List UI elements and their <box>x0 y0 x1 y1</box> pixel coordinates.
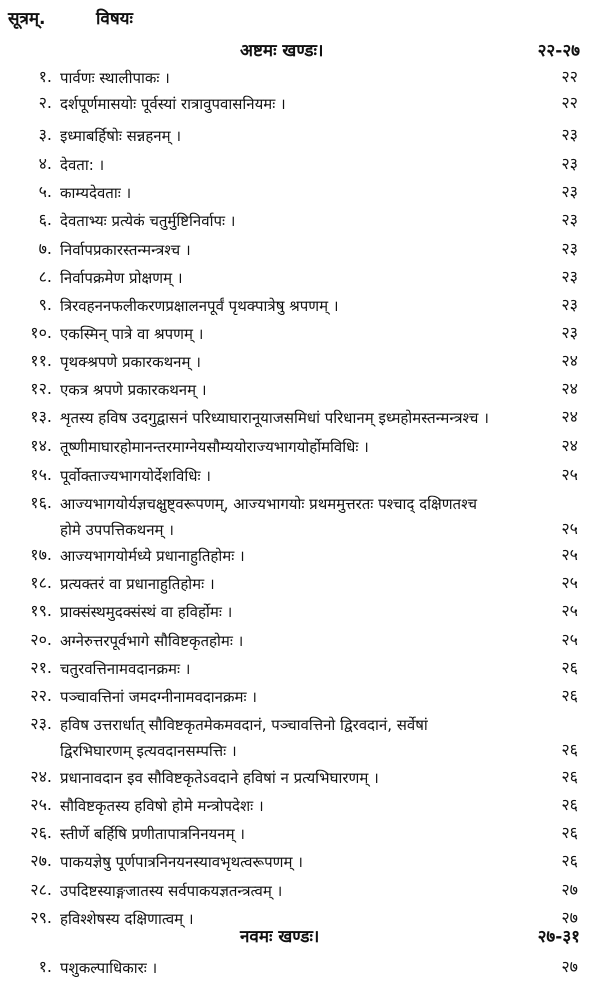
entry-title <box>60 463 550 489</box>
toc-entry <box>0 88 600 116</box>
toc-entry <box>0 262 600 290</box>
entry-number: ११. <box>30 351 52 370</box>
entry-title-line: एकत्र श्रपणे प्रकारकथनम् । <box>60 381 207 399</box>
entry-number: २६. <box>30 823 52 842</box>
entry-title-line: स्तीर्णे बर्हिषि प्रणीतापात्रनिनयनम् । <box>60 825 245 843</box>
entry-number: २५. <box>30 795 52 814</box>
entry-title <box>60 684 550 710</box>
entry-number: ४. <box>38 154 52 173</box>
entry-title-line: आज्यभागयोर्मध्ये प्रधानाहुतिहोमः । <box>60 547 245 565</box>
toc-entry <box>0 488 600 542</box>
entry-number: ५. <box>38 182 52 201</box>
toc-entry <box>0 318 600 346</box>
entry-page-number: २७ <box>561 880 578 899</box>
entry-number: २४. <box>30 767 52 786</box>
entry-number: १३. <box>30 407 52 426</box>
entry-title-line: प्रत्यक्तरं वा प्रधानाहुतिहोमः । <box>60 575 215 593</box>
entry-number: १०. <box>30 323 52 342</box>
entry-title <box>60 571 550 597</box>
section-title: नवमः खण्डः। <box>240 927 320 947</box>
entry-page-number: २५ <box>561 601 578 620</box>
entry-title <box>60 152 550 178</box>
entry-number: १५. <box>30 465 52 484</box>
section-page-range: २२-२७ <box>537 41 580 61</box>
entry-title-line: इध्माबर्हिषोः सन्नहनम् । <box>60 127 182 145</box>
toc-entry <box>0 846 600 874</box>
toc-entry <box>0 402 600 430</box>
entry-title <box>60 849 550 875</box>
entry-page-number: २३ <box>561 267 578 286</box>
section-title: अष्टमः खण्डः। <box>240 41 324 61</box>
entry-page-number: २३ <box>561 182 578 201</box>
toc-entry <box>0 149 600 177</box>
entry-title <box>60 208 550 234</box>
section-heading <box>0 36 600 62</box>
entry-number: २७. <box>30 851 52 870</box>
entry-number: १. <box>38 67 52 86</box>
toc-entry <box>0 653 600 681</box>
entry-title-line: होमे उपपत्तिकथनम् । <box>60 521 174 539</box>
entry-page-number: २६ <box>561 823 578 842</box>
toc-entry <box>0 952 600 980</box>
entry-number: १२. <box>30 379 52 398</box>
toc-entry <box>0 540 600 568</box>
entry-title-line: निर्वापक्रमेण प्रोक्षणम् । <box>60 269 183 287</box>
entry-page-number: २७ <box>561 957 578 976</box>
entry-title-line: देवता: । <box>60 156 105 174</box>
entry-title <box>60 237 550 263</box>
entry-page-number: २३ <box>561 210 578 229</box>
entry-title-line: पार्वणः स्थालीपाकः । <box>60 69 170 87</box>
entry-title <box>60 293 550 319</box>
contents-header <box>0 4 600 30</box>
toc-entry <box>0 205 600 233</box>
entry-number: ९. <box>38 295 52 314</box>
entry-title-line: सौविष्टकृतस्य हविषो होमे मन्त्रोपदेशः । <box>60 797 264 815</box>
entry-title <box>60 821 550 847</box>
entry-number: २२. <box>30 686 52 705</box>
entry-title-line: दर्शपूर्णमासयोः पूर्वस्यां रात्रावुपवासनियमः । <box>60 95 286 113</box>
toc-entry <box>0 681 600 709</box>
entry-number: ८. <box>38 267 52 286</box>
col-header-vishaya: विषयः <box>96 9 133 29</box>
entry-page-number: २५ <box>561 519 578 538</box>
toc-entry <box>0 568 600 596</box>
entry-page-number: २४ <box>561 351 578 370</box>
entry-title <box>60 349 550 375</box>
entry-page-number: २५ <box>561 573 578 592</box>
entry-page-number: २२ <box>561 93 578 112</box>
entry-page-number: २६ <box>561 767 578 786</box>
entry-title-line: पाकयज्ञेषु पूर्णपात्रनिनयनस्यावभृथत्वरूपणम् । <box>60 853 303 871</box>
col-header-sutra: सूत्रम्. <box>8 9 46 29</box>
entry-title-line: प्राक्संस्थमुदक्संस्थं वा हविर्होमः । <box>60 603 233 621</box>
entry-page-number: २३ <box>561 295 578 314</box>
entry-page-number: २३ <box>561 125 578 144</box>
entry-page-number: २६ <box>561 795 578 814</box>
entry-number: १९. <box>30 601 52 620</box>
entry-title <box>60 377 550 403</box>
entry-title <box>60 123 550 149</box>
entry-title <box>60 599 550 625</box>
entry-number: २३. <box>30 714 52 733</box>
entry-number: १७. <box>30 545 52 564</box>
entry-number: १४. <box>30 436 52 455</box>
entry-title-line: चतुरवत्तिनामवदानक्रमः । <box>60 660 191 678</box>
entry-title-line: पशुकल्पाधिकारः । <box>60 959 158 977</box>
entry-title-line: काम्यदेवताः । <box>60 184 132 202</box>
entry-number: २०. <box>30 630 52 649</box>
entry-title-line: पृथक्श्रपणे प्रकारकथनम् । <box>60 353 201 371</box>
entry-number: २. <box>38 93 52 112</box>
entry-page-number: २३ <box>561 323 578 342</box>
section-page-range: २७-३१ <box>537 927 580 947</box>
toc-entry <box>0 62 600 90</box>
entry-title-line: देवताभ्यः प्रत्येकं चतुर्मुष्टिनिर्वापः । <box>60 212 236 230</box>
entry-title-line: हविष उत्तरार्धात् सौविष्टकृतमेकमवदानं, पञ्चावत्तिनो द्विरवदानं, सर्वेषां <box>60 716 428 734</box>
entry-title-line: शृतस्य हविष उदगुद्वासनं परिध्याघारानूयाजसमिधां परिधानम् इध्महोमस्तन्मन्त्रश्च । <box>60 409 489 427</box>
entry-page-number: २६ <box>561 658 578 677</box>
toc-entry <box>0 596 600 624</box>
entry-title-line: तूष्णीमाघारहोमानन्तरमाग्नेयसौम्ययोराज्यभागयोर्होमविधिः । <box>60 438 369 456</box>
entry-title-line: पूर्वोक्ताज्यभागयोर्देशविधिः । <box>60 467 211 485</box>
entry-title-line: अग्नेरुत्तरपूर्वभागे सौविष्टकृतहोमः । <box>60 632 244 650</box>
entry-page-number: २६ <box>561 740 578 759</box>
entry-page-number: २४ <box>561 436 578 455</box>
toc-entry <box>0 875 600 903</box>
entry-title <box>60 543 550 569</box>
entry-number: १८. <box>30 573 52 592</box>
entry-title-line: उपदिष्टस्याङ्गजातस्य सर्वपाकयज्ञतन्त्रत्वम् । <box>60 882 283 900</box>
toc-entry <box>0 460 600 488</box>
toc-entry <box>0 120 600 148</box>
entry-number: २८. <box>30 880 52 899</box>
entry-title-line: त्रिरवहननफलीकरणप्रक्षालनपूर्वं पृथक्पात्रेषु श्रपणम् । <box>60 297 339 315</box>
entry-title-line: पञ्चावत्तिनां जमदग्नीनामवदानक्रमः । <box>60 688 257 706</box>
entry-page-number: २४ <box>561 407 578 426</box>
entry-title <box>60 321 550 347</box>
entry-title-line: निर्वापप्रकारस्तन्मन्त्रश्च । <box>60 241 191 259</box>
section-heading <box>0 922 600 948</box>
entry-page-number: २२ <box>561 67 578 86</box>
entry-title <box>60 656 550 682</box>
toc-entry <box>0 234 600 262</box>
entry-number: २९. <box>30 908 52 927</box>
entry-title <box>60 434 550 460</box>
entry-title <box>60 712 550 764</box>
entry-title <box>60 955 550 981</box>
toc-entry <box>0 709 600 763</box>
toc-entry <box>0 818 600 846</box>
entry-title <box>60 180 550 206</box>
entry-page-number: २३ <box>561 239 578 258</box>
entry-number: ६. <box>38 210 52 229</box>
toc-entry <box>0 790 600 818</box>
entry-title-line: आज्यभागयोर्यज्ञचक्षुष्ट्वरूपणम्, आज्यभागयोः प्रथममुत्तरतः पश्चाद् दक्षिणतश्च <box>60 495 478 513</box>
entry-page-number: २७ <box>561 908 578 927</box>
entry-title-line: द्विरभिघारणम् इत्यवदानसम्पत्तिः । <box>60 742 237 760</box>
toc-entry <box>0 625 600 653</box>
entry-page-number: २५ <box>561 545 578 564</box>
toc-entry <box>0 374 600 402</box>
entry-page-number: २४ <box>561 379 578 398</box>
entry-title-line: प्रधानावदान इव सौविष्टकृतेऽवदाने हविषां न प्रत्यभिघारणम् । <box>60 769 379 787</box>
toc-entry <box>0 177 600 205</box>
toc-entry <box>0 431 600 459</box>
entry-title <box>60 765 550 791</box>
entry-title <box>60 793 550 819</box>
entry-title <box>60 491 550 543</box>
entry-page-number: २५ <box>561 465 578 484</box>
toc-entry <box>0 762 600 790</box>
entry-number: १. <box>38 957 52 976</box>
entry-title-line: हविश्शेषस्य दक्षिणात्वम् । <box>60 910 194 928</box>
entry-page-number: २३ <box>561 154 578 173</box>
entry-number: २१. <box>30 658 52 677</box>
toc-entry <box>0 290 600 318</box>
entry-title <box>60 91 550 117</box>
entry-title <box>60 878 550 904</box>
entry-title <box>60 405 550 431</box>
toc-entry <box>0 346 600 374</box>
entry-number: १६. <box>30 493 52 512</box>
entry-page-number: २६ <box>561 686 578 705</box>
entry-number: ७. <box>38 239 52 258</box>
entry-title <box>60 628 550 654</box>
entry-title <box>60 265 550 291</box>
entry-page-number: २५ <box>561 630 578 649</box>
entry-page-number: २६ <box>561 851 578 870</box>
entry-number: ३. <box>38 125 52 144</box>
entry-title-line: एकस्मिन् पात्रे वा श्रपणम् । <box>60 325 204 343</box>
